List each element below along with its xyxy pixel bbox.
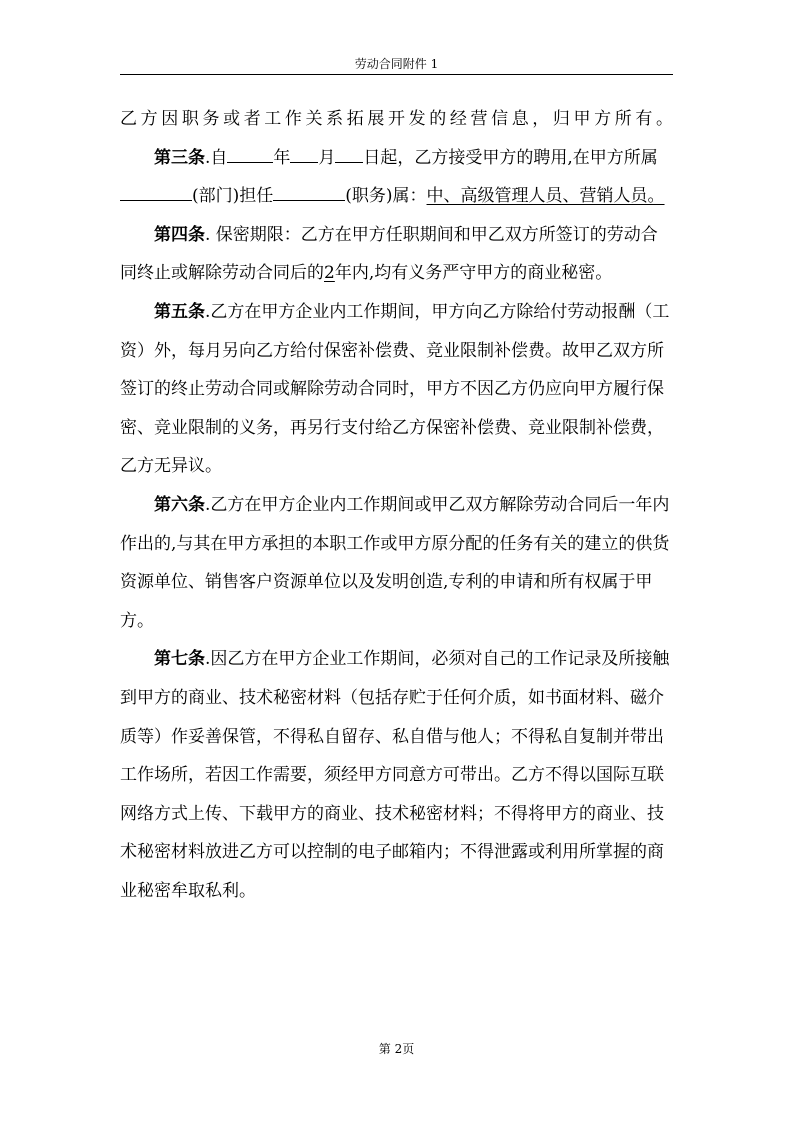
article-7-text: .因乙方在甲方企业工作期间，必须对自己的工作记录及所接触到甲方的商业、技术秘密材料（包括存贮于任何介质，如书面材料、磁介质等）作妥善保管，不得私自留存、私自借与他人；不得私自复制并带出工作场所，若因工作需要，须经甲方同意方可带出。乙方不得以国际互联网络方式上传、下载甲方的商业、技术秘密材料；不得将甲方的商业、技术秘密材料放进乙方可以控制的电子邮箱内；不得泄露或利用所掌握的商业秘密牟取私利。	[120, 649, 670, 901]
article-4	[120, 216, 673, 293]
article-5-heading: 第五条	[154, 301, 205, 322]
year-blank	[227, 144, 273, 163]
day-blank	[335, 144, 363, 163]
month-blank	[290, 144, 318, 163]
document-body	[120, 100, 673, 910]
article-7	[120, 640, 673, 910]
article-6-text: .乙方在甲方企业内工作期间或甲乙双方解除劳动合同后一年内作出的,与其在甲方承担的本职工作或甲方原分配的任务有关的建立的供货资源单位、销售客户资源单位以及发明创造,专利的申请和所有权属于甲方。	[120, 494, 670, 631]
article-4-text-2: 年内,均有义务严守甲方的商业秘密。	[334, 263, 613, 284]
article-3-text-4: 日起，乙方接受甲方的聘用,在甲方所属	[363, 147, 658, 168]
article-7-heading: 第七条	[154, 649, 205, 670]
article-3-staff-category: 中、高级管理人员、营销人员。	[426, 186, 665, 207]
article-5	[120, 293, 673, 486]
article-3-text-5: (部门)担任	[192, 186, 274, 207]
article-4-text-1: . 保密期限：乙方在甲方任职期间和甲乙双方所签订的劳动合同终止或解除劳动合同后的	[120, 224, 658, 284]
article-6	[120, 486, 673, 640]
paragraph-continuation: 乙方因职务或者工作关系拓展开发的经营信息，归甲方所有。	[120, 109, 673, 129]
article-3-text-2: 年	[273, 147, 291, 168]
article-3	[120, 139, 673, 216]
page-number: 第 2页	[378, 1042, 415, 1056]
position-blank	[273, 182, 345, 201]
article-3-text-1: .自	[205, 147, 228, 168]
article-3-heading: 第三条	[154, 147, 205, 168]
department-blank	[120, 182, 192, 201]
article-4-heading: 第四条	[154, 224, 205, 245]
article-3-text-6: (职务)属：	[345, 186, 427, 207]
article-3-text-3: 月	[318, 147, 336, 168]
confidentiality-years: 2	[324, 263, 335, 284]
header-divider	[120, 74, 673, 75]
article-6-heading: 第六条	[154, 494, 205, 515]
article-5-text: .乙方在甲方企业内工作期间，甲方向乙方除给付劳动报酬（工资）外，每月另向乙方给付保密补偿费、竞业限制补偿费。故甲乙双方所签订的终止劳动合同或解除劳动合同时，甲方不因乙方仍应向甲方履行保密、竞业限制的义务，再另行支付给乙方保密补偿费、竞业限制补偿费，乙方无异议。	[120, 301, 670, 477]
page-header: 劳动合同附件 1	[354, 57, 439, 71]
